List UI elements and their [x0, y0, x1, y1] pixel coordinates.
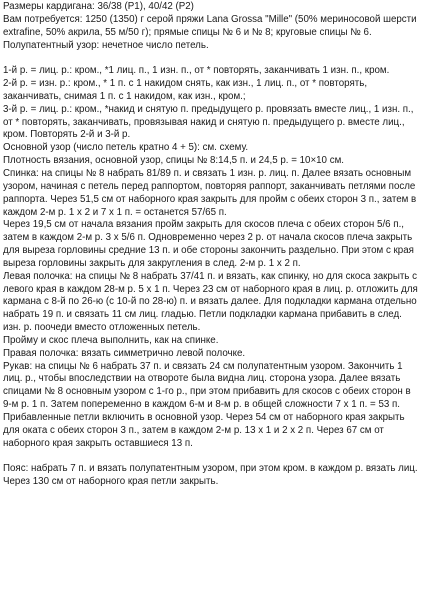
left-front-paragraph: Левая полочка: на спицы № 8 набрать 37/41 п. и вязать, как спинку, но для скоса закрыть с левого края в каждом 28-м р. 5 х 1 п. Через 23 см от наборного края в лиц. р. отложить для кармана с 8-й по 26-ю (с 10-й по 28-ю) п. и вязать далее. Для подкладки кармана отдельно набрать 19 п. и связать 11 см лиц. гладью. Петли подкладки кармана прибавить в след. изн. р. поочеди вместо отложенных петель. — [3, 270, 418, 334]
pattern-document — [3, 1, 420, 489]
materials-paragraph: Вам потребуется: 1250 (1350) г серой пряжи Lana Grossa "Mille" (50% мериносовой шерсти extrafine, 50% акрила, 55 м/50 г); прямые спицы № 6 и № 8; круговые спицы № 6. — [3, 13, 417, 38]
shoulder-paragraph: Через 19,5 см от начала вязания пройм закрыть для скосов плеча с обеих сторон 5/6 п., затем в каждом 2-м р. 3 х 5/6 п. Одновременно через 2 р. от начала скосов плеча закрыть для выреза горловины средние 13 п. и обе стороны закончить раздельно. При этом с края выреза горловины закрыть для закругления в след. 2-м р. 1 х 2 п. — [3, 219, 414, 269]
blank-line — [3, 52, 420, 65]
half-fisherman-heading: Полупатентный узор: нечетное число петель. — [3, 39, 209, 51]
armhole-line: Пройму и скос плеча выполнить, как на спинке. — [3, 334, 219, 346]
row-2-paragraph: 2-й р. = изн. р.: кром., * 1 п. с 1 накидом снять, как изн., 1 лиц. п., от * повторять, заканчивать, снимая 1 п. с 1 накидом, как изн., кром.; — [3, 78, 368, 102]
sizes-line: Размеры кардигана: 36/38 (Р1), 40/42 (Р2) — [3, 1, 194, 12]
main-pattern-line: Основной узор (число петель кратно 4 + 5): см. схему. — [3, 142, 249, 154]
back-paragraph: Спинка: на спицы № 8 набрать 81/89 п. и связать 1 изн. р. лиц. п. Далее вязать основным узором, начиная с петель перед раппортом, повторяя раппорт, заканчивать петлями после раппорта. Через 51,5 см от наборного края закрыть для пройм с обеих сторон 3 п., затем в каждом 2-м р. 1 х 2 и 7 х 1 п. = останется 57/65 п. — [3, 167, 417, 218]
sleeve-paragraph: Рукав: на спицы № 6 набрать 37 п. и связать 24 см полупатентным узором. Закончить 1 лиц. р., чтобы впоследствии на отвороте была видна лиц. сторона узора. Далее вязать спицами № 8 основным узором с 1-го р., при этом прибавить для скосов с обеих сторон в 9-м р. 1 п. Затем попеременно в каждом 6-м и 8-м р. в общей сложности 7 х 1 п. = 53 п. Прибавленные петли включить в основной узор. Через 54 см от наборного края закрыть для оката с обеих сторон 3 п., затем в каждом 2-м р. 13 х 1 и 2 х 2 п. Через 67 см от наборного края закрыть оставшиеся 13 п. — [3, 360, 411, 449]
right-front-line: Правая полочка: вязать симметрично левой полочке. — [3, 347, 246, 359]
blank-line — [3, 451, 420, 464]
gauge-line: Плотность вязания, основной узор, спицы № 8:14,5 п. и 24,5 р. = 10×10 см. — [3, 155, 344, 167]
row-1-paragraph: 1-й р. = лиц. р.: кром., *1 лиц. п., 1 изн. п., от * повторять, заканчивать 1 изн. п., кром. — [3, 65, 390, 77]
belt-paragraph: Пояс: набрать 7 п. и вязать полупатентным узором, при этом кром. в каждом р. вязать лиц. Через 130 см от наборного края петли закрыть. — [3, 463, 418, 488]
row-3-paragraph: 3-й р. = лиц. р.: кром., *накид и снятую п. предыдущего р. провязать вместе лиц., 1 изн. п., от * повторять, заканчивать, провязывая накид и снятую п. предыдущего р. вместе лиц., кром. Повторять 2-й и 3-й р. — [3, 103, 414, 141]
